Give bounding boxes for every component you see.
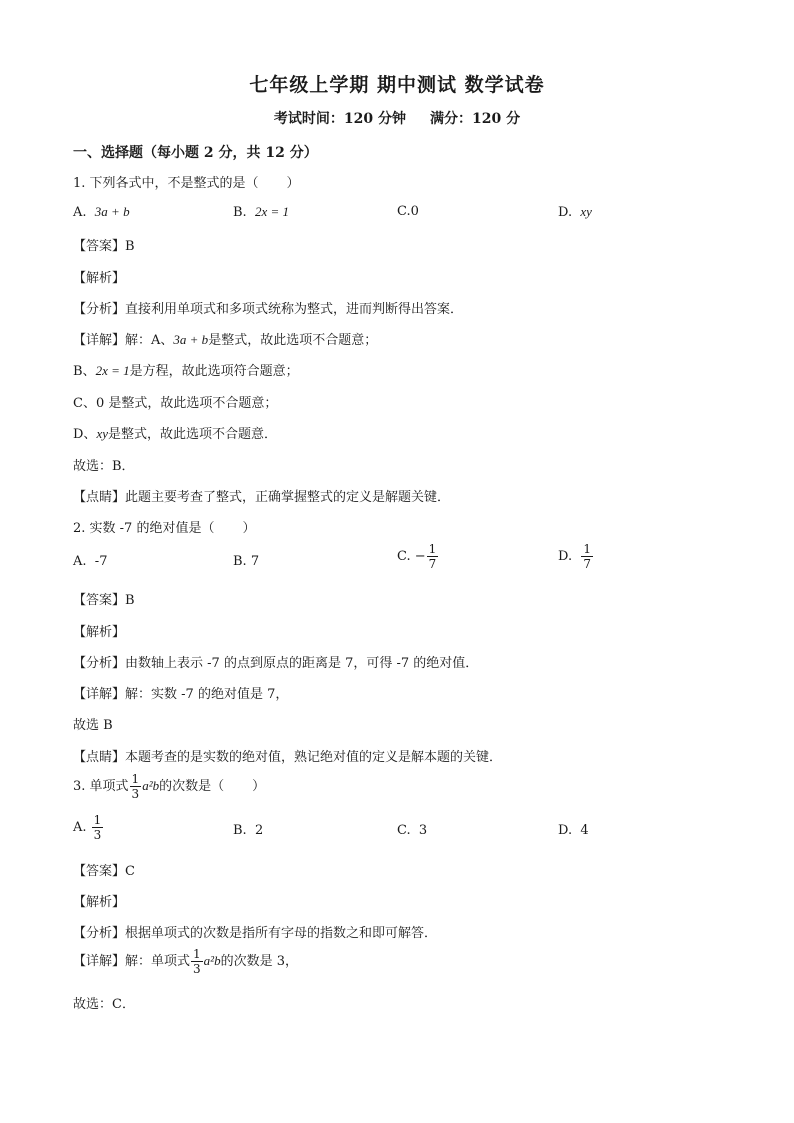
q3-detail-fraction: $\frac{1}{3}$ — [193, 947, 201, 976]
page-title: 七年级上学期 期中测试 数学试卷 — [249, 74, 545, 96]
q1-line-d: D、xy是整式，故此选项不合题意． — [73, 426, 277, 442]
q2-option-c: C. − $\frac{1}{7}$ — [397, 542, 437, 571]
q3-option-b: B. 2 — [233, 823, 264, 838]
q1-line-c: C、0 是整式，故此选项不合题意； — [73, 396, 278, 411]
section-heading: 一、选择题（每小题 2 分，共 12 分） — [73, 145, 318, 161]
q2-option-a: A. -7 — [73, 554, 108, 569]
q1-option-d: D. xy — [558, 204, 592, 220]
q2-conclusion: 故选 B — [73, 718, 113, 733]
q3-xiangjie: 【详解】解：单项式 $\frac{1}{3}$ a²b的次数是 3， — [73, 947, 298, 976]
q2-d-fraction: $\frac{1}{7}$ — [583, 542, 591, 571]
q1-dianjing: 【点睛】此题主要考查了整式，正确掌握整式的定义是解题关键． — [73, 490, 451, 505]
q3-option-d: D. 4 — [558, 823, 589, 838]
q1-option-c: C.0 — [397, 204, 419, 219]
q2-fenxi: 【分析】由数轴上表示 -7 的点到原点的距离是 7，可得 -7 的绝对值． — [73, 656, 479, 671]
q3-stem: 3. 单项式 $\frac{1}{3}$ a²b的次数是（ ） — [73, 772, 266, 801]
exam-info — [0, 108, 794, 128]
q1-option-b: B. 2x = 1 — [233, 204, 289, 220]
q2-answer: 【答案】B — [73, 593, 135, 608]
q3-stem-fraction: $\frac{1}{3}$ — [131, 772, 140, 801]
exam-time: 考试时间：120 分钟 — [273, 111, 406, 127]
q2-option-d: D. $\frac{1}{7}$ — [558, 542, 591, 571]
q2-stem: 2. 实数 -7 的绝对值是（ ） — [73, 521, 256, 536]
q2-dianjing: 【点睛】本题考查的是实数的绝对值，熟记绝对值的定义是解本题的关键． — [73, 750, 503, 765]
q1-line-b: B、2x = 1是方程，故此选项符合题意； — [73, 363, 299, 379]
q1-xiangjie: 【详解】解：A、3a + b是整式，故此选项不合题意； — [73, 332, 378, 348]
q3-option-c: C. 3 — [397, 823, 428, 838]
q3-fenxi: 【分析】根据单项式的次数是指所有字母的指数之和即可解答． — [73, 926, 438, 941]
q1-answer: 【答案】B — [73, 239, 135, 254]
q1-jiexi: 【解析】 — [73, 271, 126, 286]
q3-conclusion: 故选：C． — [73, 997, 135, 1012]
q1-fenxi: 【分析】直接利用单项式和多项式统称为整式，进而判断得出答案． — [73, 302, 464, 317]
q1-stem: 1. 下列各式中，不是整式的是（ ） — [73, 176, 300, 191]
q1-option-a: A. 3a + b — [73, 204, 130, 220]
q3-a-fraction: $\frac{1}{3}$ — [93, 813, 102, 842]
q2-option-b: B. 7 — [233, 554, 260, 569]
q3-jiexi: 【解析】 — [73, 895, 126, 910]
exam-score: 满分：120 分 — [430, 111, 521, 127]
q1-conclusion: 故选：B． — [73, 459, 135, 474]
q2-xiangjie: 【详解】解：实数 -7 的绝对值是 7， — [73, 687, 289, 702]
q3-answer: 【答案】C — [73, 864, 135, 879]
q2-c-fraction: $\frac{1}{7}$ — [428, 542, 437, 571]
q2-jiexi: 【解析】 — [73, 625, 126, 640]
q3-option-a: A. $\frac{1}{3}$ — [73, 813, 102, 842]
